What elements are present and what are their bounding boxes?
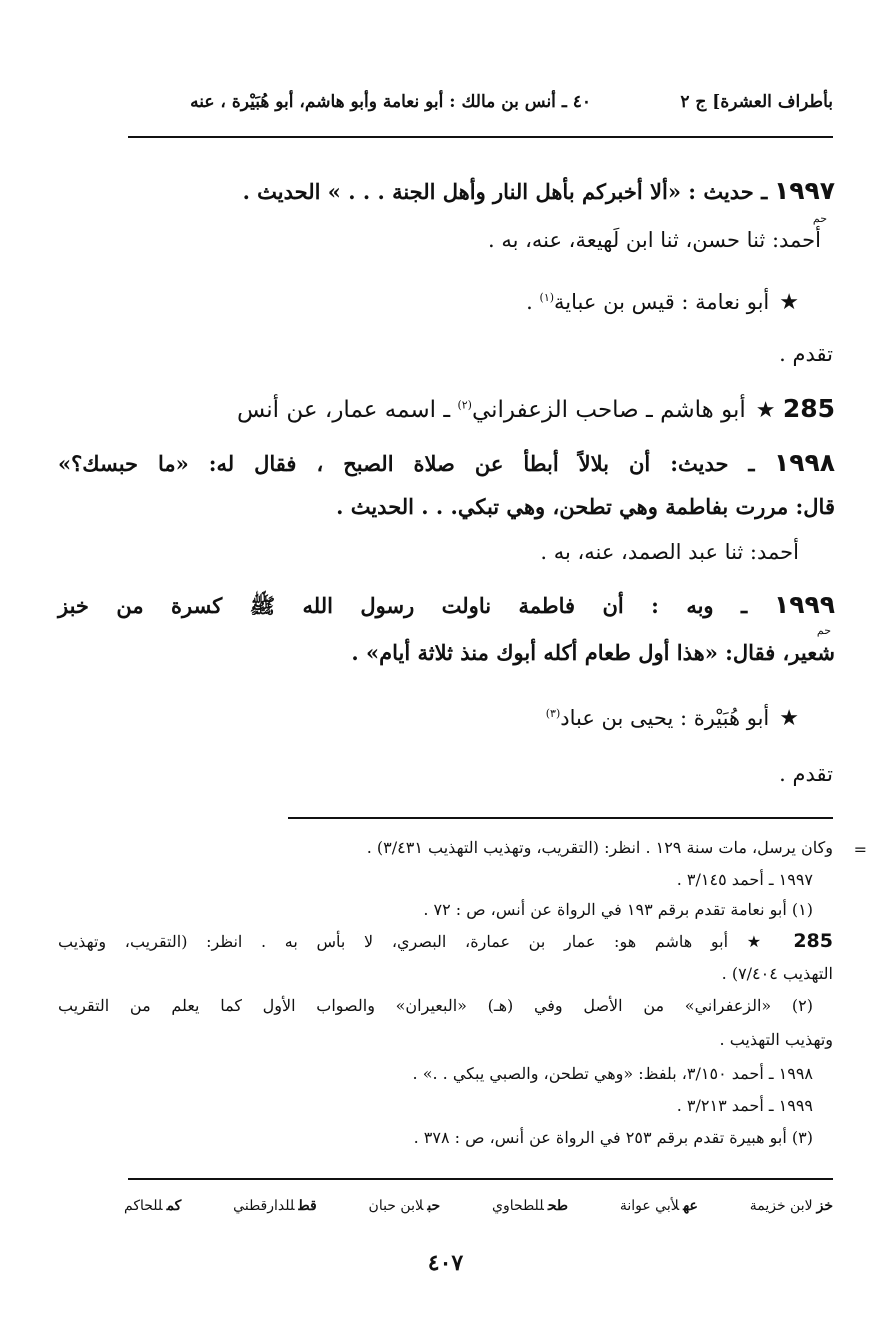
running-header-chapter: ٤٠ ـ أنس بن مالك : أبو نعامة وأبو هاشم، أبو هُبَيْرة ، عنه — [190, 92, 591, 112]
footnote-3: (٣) أبو هبيرة تقدم برقم ٢٥٣ في الرواة عن أنس، ص : ٣٧٨ . — [413, 1128, 813, 1147]
musnad-mark: حم — [816, 624, 831, 637]
narrator-abu-hashim: 285 ★أبو هاشم ـ صاحب الزعفراني$^{(٢)}$ ـ اسمه عمار، عن أنس — [236, 394, 835, 423]
footnote-ref: (٢) — [457, 398, 472, 412]
hadith-text: ـ حديث: أن بلالاً أبطأ عن صلاة الصبح ، فقال له: «ما حبسك؟» — [58, 451, 755, 476]
abbr-item: حبلابن حبان — [368, 1198, 441, 1214]
star-icon: ★ — [755, 398, 776, 423]
narrator-abu-hubayra — [546, 706, 799, 731]
footnote-2: (٢) «الزعفراني» من الأصل وفي (هـ) «البعيران» والصواب الأول كما يعلم من التقريب — [58, 996, 813, 1015]
hadith-1998 — [58, 448, 835, 477]
narrator-number: 285 — [782, 394, 835, 423]
abbr-item: قطللدارقطني — [233, 1198, 317, 1214]
running-header-book-title: بأطراف العشرة] ج ٢ — [680, 92, 833, 112]
narrator-name: أبو هُبَيْرة : يحيى بن عباد — [560, 706, 770, 730]
footnote-1998: ١٩٩٨ ـ أحمد ٣/١٥٠، بلفظ: «وهي تطحن، والصبي يبكي . .» . — [412, 1064, 813, 1083]
footnote-continued: وكان يرسل، مات سنة ١٢٩ . انظر: (التقريب، وتهذيب التهذيب ٣/٤٣١) . — [366, 838, 833, 857]
hadith-1997 — [243, 176, 835, 205]
star-icon: ★ — [779, 706, 799, 731]
footnote-285-continued: التهذيب ٧/٤٠٤) . — [721, 964, 833, 983]
abbr-item: خزلابن خزيمة — [749, 1198, 833, 1214]
hadith-text: ـ حديث : «ألا أخبركم بأهل النار وأهل الجنة . . . » الحديث . — [242, 179, 768, 204]
footnote-ref: (١) — [539, 291, 555, 304]
footnote-1999: ١٩٩٩ ـ أحمد ٣/٢١٣ . — [676, 1096, 813, 1115]
abbr-item: كمللحاكم — [124, 1198, 182, 1214]
footnote-285: 285 ★ أبو هاشم هو: عمار بن عمارة، البصري، لا بأس به . انظر: (التقريب، وتهذيب — [58, 930, 833, 952]
hadith-number: ١٩٩٨ — [773, 448, 835, 477]
taqaddam-note: تقدم . — [779, 762, 833, 786]
abbreviations-key — [124, 1198, 833, 1214]
footnote-rule — [288, 817, 833, 819]
header-rule — [128, 136, 833, 138]
footnote-1997: ١٩٩٧ ـ أحمد ٣/١٤٥ . — [676, 870, 813, 889]
abbr-item: طحللطحاوي — [492, 1198, 569, 1214]
hadith-number: ١٩٩٩ — [773, 590, 835, 619]
footnote-1: (١) أبو نعامة تقدم برقم ١٩٣ في الرواة عن أنس، ص : ٧٢ . — [423, 900, 813, 919]
continuation-mark: = — [853, 840, 867, 859]
star-icon: ★ — [779, 290, 799, 315]
hadith-1999-continued: شعير، فقال: «هذا أول طعام أكله أبوك منذ ثلاثة أيام» . — [351, 640, 835, 665]
hadith-1999 — [58, 590, 835, 624]
page-number: ٤٠٧ — [427, 1250, 464, 1276]
narrator-abu-naama: ★أبو نعامة : قيس بن عباية$^{(١)}$ . — [526, 290, 799, 315]
footnote-ref: (٣) — [545, 707, 561, 720]
narrator-name: أبو نعامة : قيس بن عباية — [554, 290, 770, 314]
footnote-2-continued: وتهذيب التهذيب . — [719, 1030, 833, 1049]
abbreviations-rule — [128, 1178, 833, 1180]
hadith-number: ١٩٩٧ — [773, 176, 835, 205]
abbr-item: عهلأبي عوانة — [619, 1198, 698, 1214]
narrator-number: 285 — [793, 930, 833, 952]
taqaddam-note: تقدم . — [779, 342, 833, 366]
musnad-mark: حم — [812, 212, 827, 225]
narrator-name: أبو هاشم ـ صاحب الزعفراني — [471, 397, 746, 423]
isnad-1998: أحمد: ثنا عبد الصمد، عنه، به . — [540, 540, 799, 564]
hadith-1998-continued: قال: مررت بفاطمة وهي تطحن، وهي تبكي. . . الحديث . — [336, 494, 835, 519]
hadith-text: ـ وبه : أن فاطمة ناولت رسول الله ﷺ كسرة من خبز — [58, 593, 748, 618]
isnad-1997: أحمد: ثنا حسن، ثنا ابن لَهيعة، عنه، به . — [487, 228, 821, 252]
